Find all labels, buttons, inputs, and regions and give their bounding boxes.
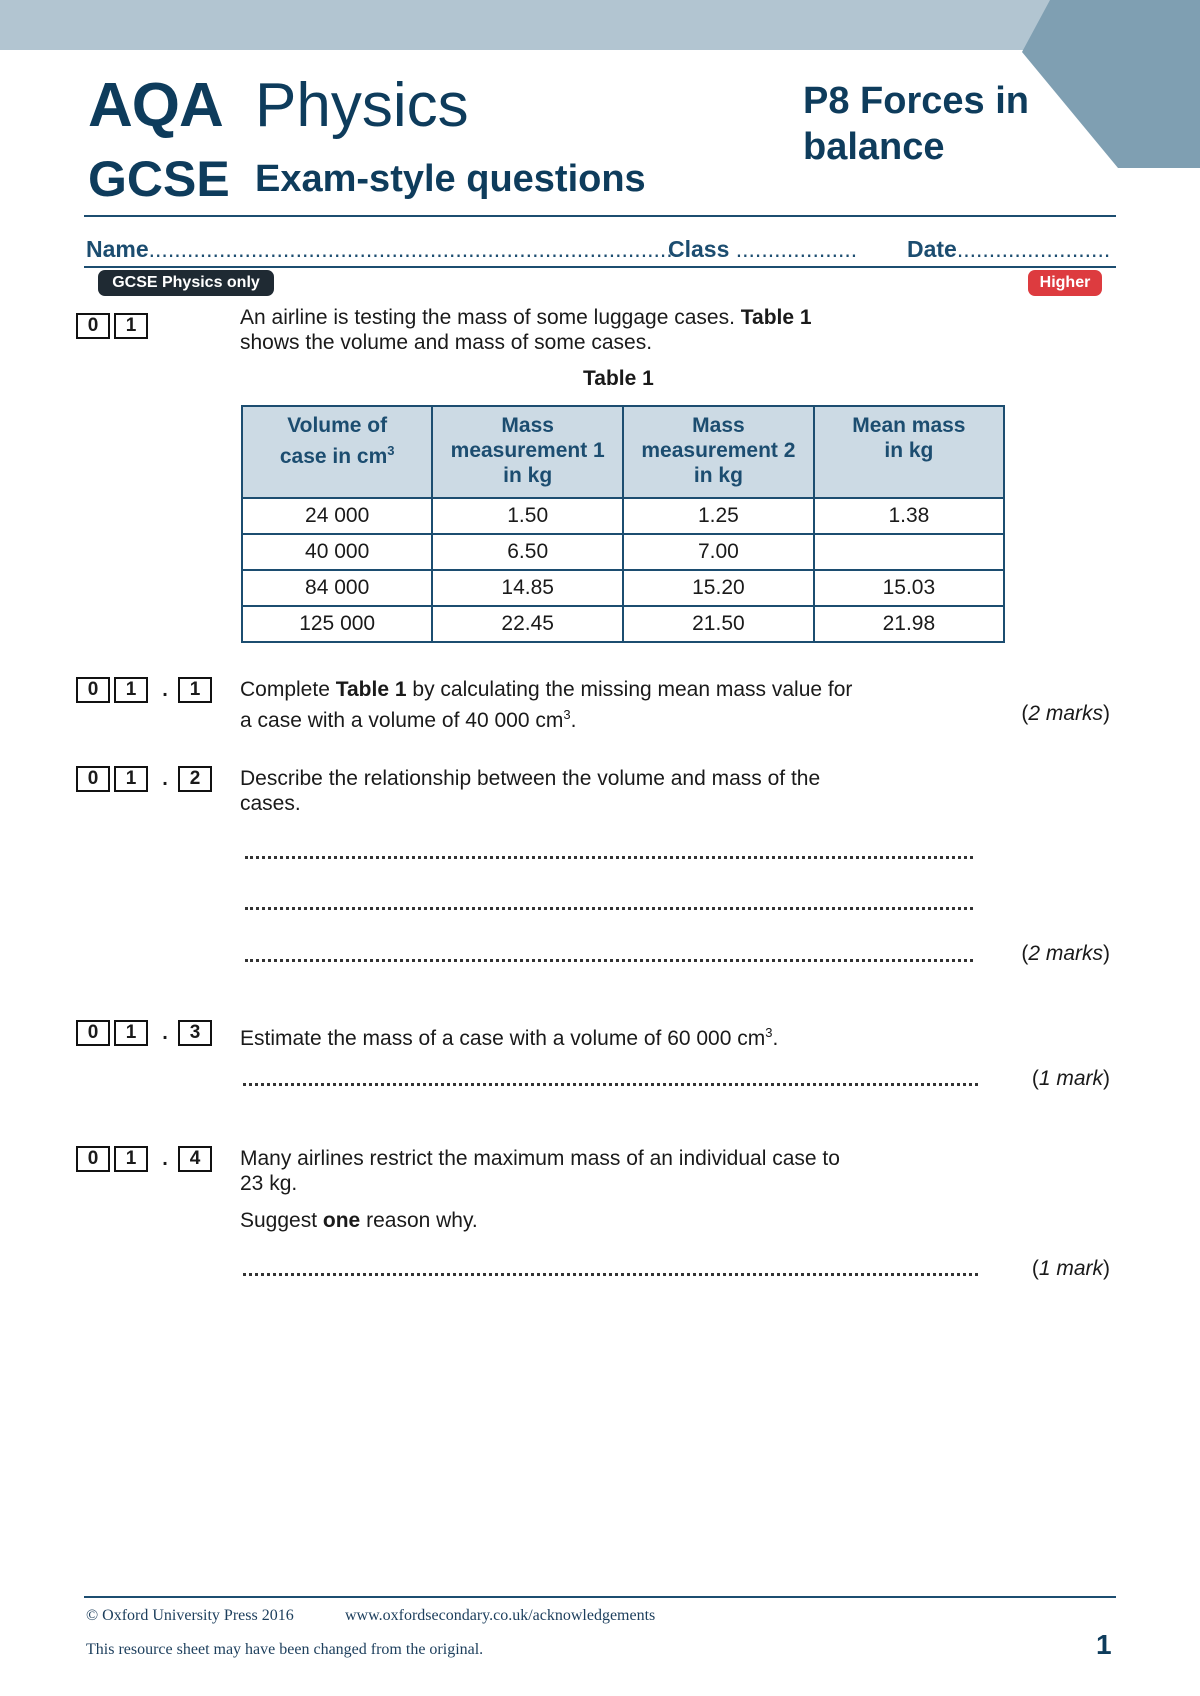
- footer-copyright: © Oxford University Press 2016: [86, 1607, 294, 1624]
- table-caption: Table 1: [583, 367, 654, 390]
- part-1-marks: (2 marks): [1021, 702, 1110, 725]
- part-separator: .: [162, 679, 168, 701]
- class-dots: ...................: [735, 236, 858, 262]
- part-3-marks: (1 mark): [1031, 1067, 1110, 1090]
- table-cell: 7.00: [623, 534, 814, 570]
- part-digit: 4: [178, 1146, 212, 1172]
- answer-line[interactable]: [245, 907, 973, 910]
- intro-table-ref: Table 1: [740, 306, 812, 329]
- class-field[interactable]: [668, 236, 857, 263]
- part-4-text: Many airlines restrict the maximum mass of an individual case to 23 kg.: [240, 1147, 840, 1195]
- answer-line[interactable]: [245, 856, 973, 859]
- date-field[interactable]: [907, 236, 1110, 263]
- table-header-cell: Volume of case in $cm^3$: [242, 406, 432, 498]
- header-rule: [84, 215, 1116, 217]
- question-digit: 1: [114, 766, 148, 792]
- answer-cell-mean-mass[interactable]: [814, 534, 1004, 570]
- question-digit: 1: [114, 1020, 148, 1046]
- table-cell: 40 000: [242, 534, 432, 570]
- question-digit: 1: [114, 677, 148, 703]
- intro-text: An airline is testing the mass of some luggage cases.: [240, 306, 735, 329]
- question-number: [76, 312, 152, 340]
- table-cell: 22.45: [432, 606, 623, 642]
- scope-badge: GCSE Physics only: [98, 270, 274, 296]
- table-cell: 15.20: [623, 570, 814, 606]
- part-number-4: [76, 1145, 216, 1173]
- part-digit: 3: [178, 1020, 212, 1046]
- question-intro: [240, 305, 900, 355]
- part-3-text: Estimate the mass of a case with a volume of 60 000 $cm^3$.: [240, 1025, 779, 1050]
- class-label: Class: [668, 236, 730, 262]
- brand-aqa: AQA: [88, 71, 223, 140]
- table-header-cell: Mass measurement 1 in kg: [432, 406, 623, 498]
- table-header-cell: Mass measurement 2 in kg: [623, 406, 814, 498]
- topic-title: P8 Forces in balance: [803, 80, 1029, 168]
- data-table: [241, 405, 1005, 643]
- table-cell: 24 000: [242, 498, 432, 534]
- part-2-text: Describe the relationship between the volume and mass of the cases.: [240, 767, 821, 815]
- part-2-marks: (2 marks): [1021, 942, 1110, 965]
- table-cell: 21.98: [814, 606, 1004, 642]
- name-field[interactable]: [86, 236, 679, 263]
- part-number-1: [76, 676, 216, 704]
- date-label: Date: [907, 236, 957, 262]
- intro-text-2: shows the volume and mass of some cases.: [240, 331, 653, 354]
- table-row: [242, 498, 1004, 534]
- question-digit: 0: [76, 677, 110, 703]
- question-digit: 1: [114, 1146, 148, 1172]
- part-digit: 1: [178, 677, 212, 703]
- table-row: [242, 606, 1004, 642]
- part-4-prompt: Suggest one reason why.: [240, 1209, 478, 1232]
- tier-badge: Higher: [1028, 270, 1102, 296]
- table-cell: 21.50: [623, 606, 814, 642]
- part-separator: .: [162, 768, 168, 790]
- question-digit: 0: [76, 766, 110, 792]
- part-separator: .: [162, 1022, 168, 1044]
- name-dots: ...................................................................................: [148, 236, 680, 262]
- brand-subtitle: Exam-style questions: [255, 158, 646, 200]
- table-cell: 1.38: [814, 498, 1004, 534]
- question-digit: 0: [76, 1146, 110, 1172]
- part-number-2: [76, 765, 216, 793]
- part-1-text: Complete Table 1 by calculating the missing mean mass value for a case with a volume of 40 000 $cm^3$.: [240, 678, 853, 732]
- table-cell: 1.50: [432, 498, 623, 534]
- table-cell: 14.85: [432, 570, 623, 606]
- table-cell: 125 000: [242, 606, 432, 642]
- footer-rule: [84, 1596, 1116, 1598]
- answer-line[interactable]: [243, 1273, 978, 1276]
- table-row: [242, 534, 1004, 570]
- brand-gcse: GCSE: [88, 151, 230, 207]
- table-cell: 15.03: [814, 570, 1004, 606]
- answer-line[interactable]: [243, 1083, 978, 1086]
- table-cell: 84 000: [242, 570, 432, 606]
- table-row: [242, 570, 1004, 606]
- part-number-3: [76, 1019, 216, 1047]
- table-header-cell: Mean mass in kg: [814, 406, 1004, 498]
- question-digit: 0: [76, 1020, 110, 1046]
- question-digit: 1: [114, 313, 148, 339]
- date-dots: ........................: [956, 236, 1111, 262]
- table-cell: 6.50: [432, 534, 623, 570]
- part-digit: 2: [178, 766, 212, 792]
- footer-note: This resource sheet may have been changed from the original.: [86, 1641, 484, 1658]
- brand-subject: Physics: [255, 71, 469, 140]
- part-separator: .: [162, 1148, 168, 1170]
- page-number: 1: [1096, 1629, 1112, 1660]
- name-label: Name: [86, 236, 149, 262]
- question-digit: 0: [76, 313, 110, 339]
- footer-url[interactable]: www.oxfordsecondary.co.uk/acknowledgements: [345, 1607, 656, 1624]
- answer-line[interactable]: [245, 959, 973, 962]
- part-4-marks: (1 mark): [1031, 1257, 1110, 1280]
- table-cell: 1.25: [623, 498, 814, 534]
- fields-rule: [84, 266, 1116, 268]
- table-header-row: [242, 406, 1004, 498]
